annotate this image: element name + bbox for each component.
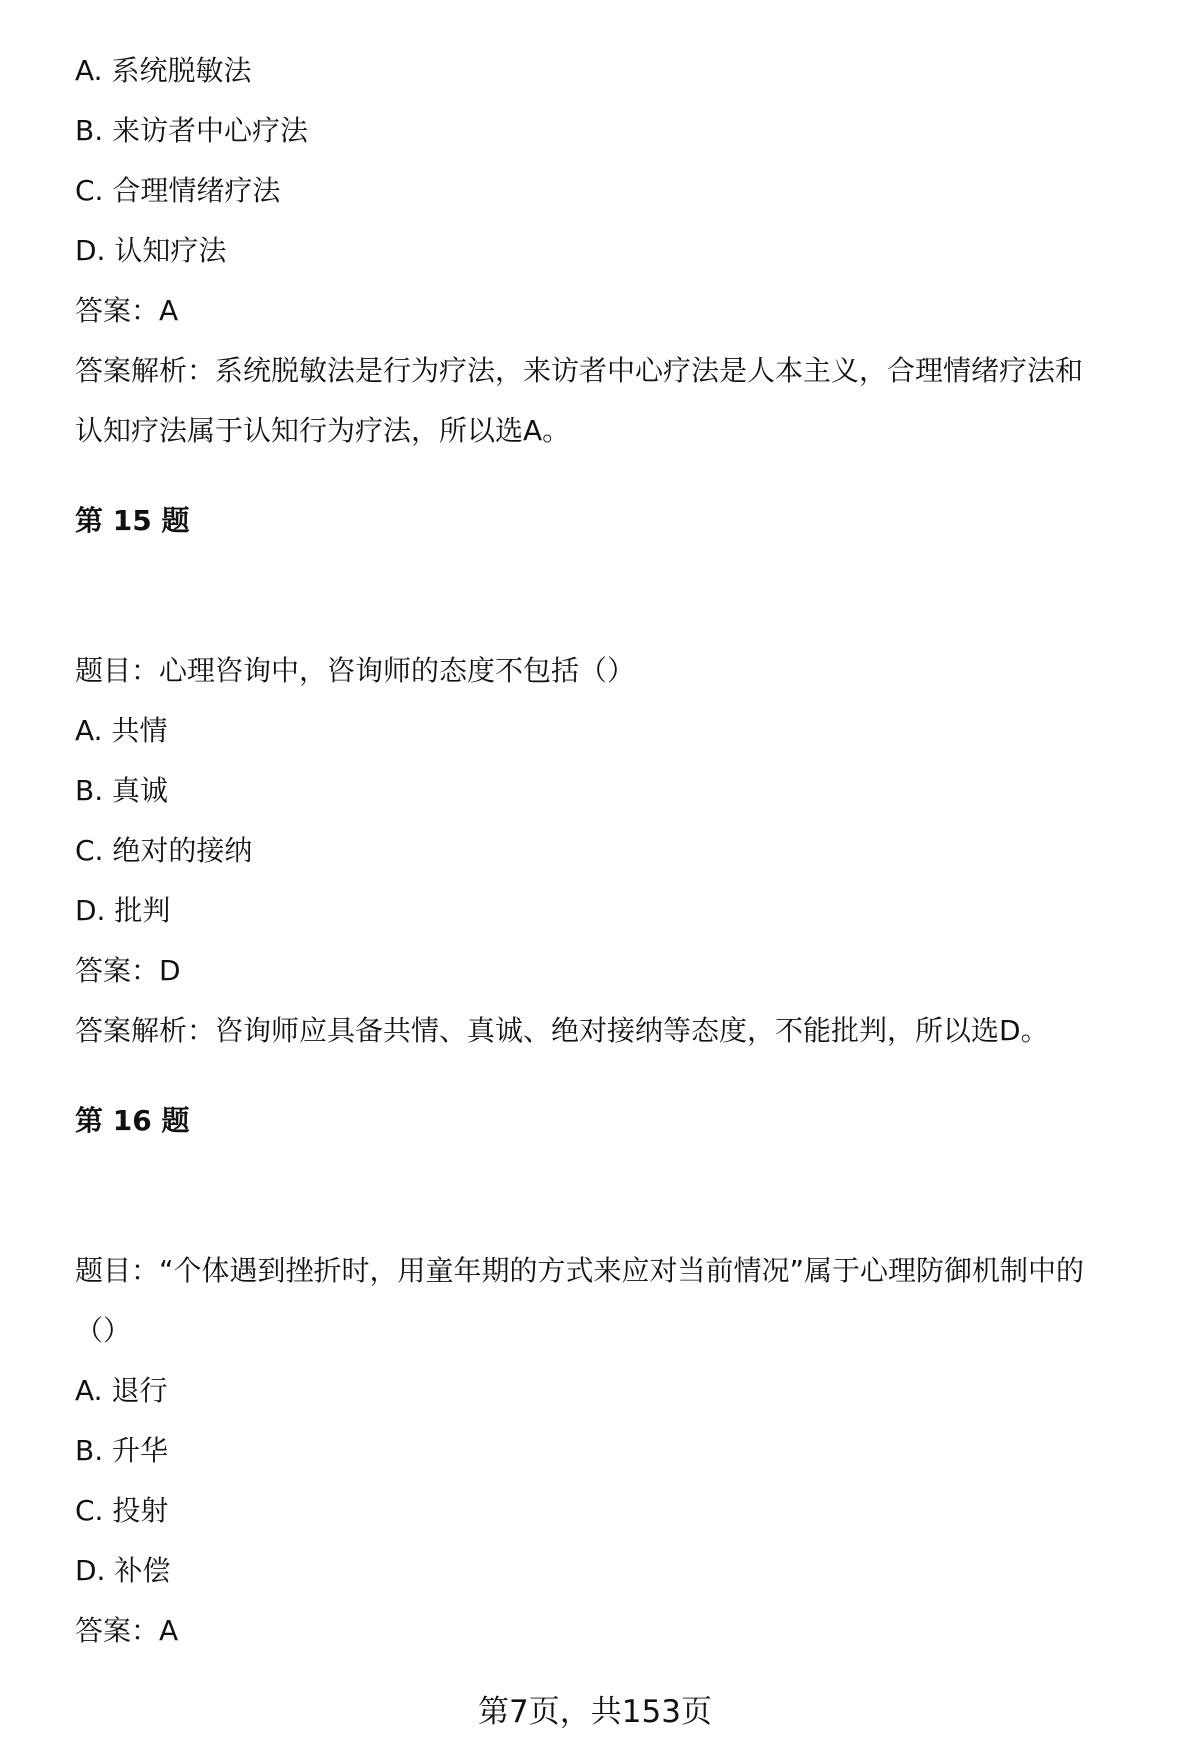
q16-question-line-1: 题目：“个体遇到挫折时，用童年期的方式来应对当前情况”属于心理防御机制中的 [75,1254,1085,1287]
q14-explanation-line-2: 认知疗法属于认知行为疗法，所以选A。 [75,414,571,447]
q16-option-b: B. 升华 [75,1434,169,1467]
q15-explanation: 答案解析：咨询师应具备共情、真诚、绝对接纳等态度，不能批判，所以选D。 [75,1014,1049,1047]
q14-option-d: D. 认知疗法 [75,234,227,267]
q16-question-line-2: （） [75,1314,132,1347]
q14-option-a: A. 系统脱敏法 [75,54,252,87]
q15-option-a: A. 共情 [75,714,168,747]
q16-option-d: D. 补偿 [75,1554,171,1587]
q15-question: 题目：心理咨询中，咨询师的态度不包括（） [75,654,636,687]
q15-heading: 第 15 题 [75,504,190,537]
q15-option-b: B. 真诚 [75,774,169,807]
q14-option-c: C. 合理情绪疗法 [75,174,281,207]
q15-option-c: C. 绝对的接纳 [75,834,253,867]
q15-answer: 答案：D [75,954,181,987]
page-number: 第7页，共153页 [478,1694,712,1730]
q16-option-a: A. 退行 [75,1374,168,1407]
q14-answer: 答案：A [75,294,179,327]
q16-heading: 第 16 题 [75,1104,190,1137]
q16-answer: 答案：A [75,1614,179,1647]
q15-option-d: D. 批判 [75,894,171,927]
q14-explanation-line-1: 答案解析：系统脱敏法是行为疗法，来访者中心疗法是人本主义，合理情绪疗法和 [75,354,1084,387]
q14-option-b: B. 来访者中心疗法 [75,114,309,147]
q16-option-c: C. 投射 [75,1494,169,1527]
